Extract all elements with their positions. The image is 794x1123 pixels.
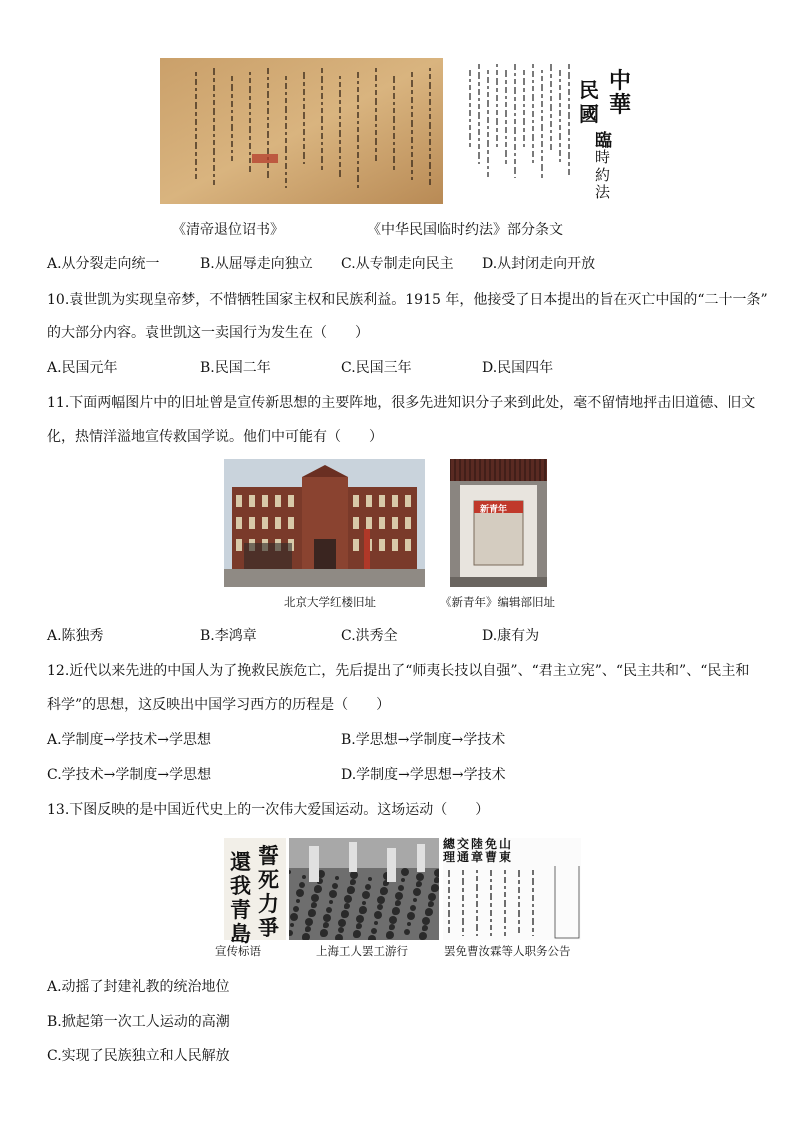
q12-option-c: C.学技术→学制度→学思想 [47,767,212,783]
slogan-char: 還 [230,849,251,874]
caption-dismissal-notice: 罢免曹汝霖等人职务公告 [444,944,571,958]
q10-option-d: D.民国四年 [482,360,554,376]
seal-char: 華 [609,92,632,118]
q13-stem: 13.下图反映的是中国近代史上的一次伟大爱国运动。这场运动（ ） [47,802,490,818]
q12-stem-line2: 科学”的思想，这反映出中国学习西方的历程是（ ） [47,697,391,713]
slogan-char: 青 [230,897,251,922]
strike-parade-image [289,838,439,940]
q11-option-c: C.洪秀全 [341,628,398,644]
q9-option-d: D.从封闭走向开放 [482,256,596,272]
slogan-char: 爭 [258,915,279,940]
caption-red-building: 北京大学红楼旧址 [284,595,376,609]
caption-slogan: 宣传标语 [215,944,261,958]
q10-stem-line2: 的大部分内容。袁世凯这一卖国行为发生在（ ） [47,325,369,341]
notice-text: 交通 [457,837,470,864]
seal-char: 法 [595,183,611,201]
slogan-image [224,838,286,946]
q12-option-d: D.学制度→学思想→学技术 [341,767,506,783]
constitution-image [449,58,639,204]
seal-char: 約 [595,166,611,184]
q9-option-b: B.从屈辱走向独立 [200,256,313,272]
seal-char: 中 [609,68,632,94]
q11-stem-line2: 化，热情洋溢地宣传救国学说。他们中可能有（ ） [47,429,383,445]
seal-char: 臨 [595,131,612,151]
q10-option-c: C.民国三年 [341,360,412,376]
slogan-char: 我 [230,873,251,898]
q13-option-c: C.实现了民族独立和人民解放 [47,1048,230,1064]
caption-edict: 《清帝退位诏书》 [172,222,284,238]
q10-option-a: A.民国元年 [47,360,118,376]
slogan-char: 島 [230,921,251,946]
q9-option-c: C.从专制走向民主 [341,256,454,272]
q10-stem-line1: 10.袁世凯为实现皇帝梦，不惜牺牲国家主权和民族利益。1915 年，他接受了日本提出的旨在灭亡中国的“二十一条” [47,292,768,308]
new-youth-office-image [450,459,547,587]
q11-option-b: B.李鸿章 [200,628,257,644]
q11-option-d: D.康有为 [482,628,540,644]
notice-text: 總理 [443,837,456,864]
seal-char: 國 [579,102,599,126]
notice-text: 陸章 [471,837,484,864]
caption-strike-parade: 上海工人罢工游行 [316,944,408,958]
caption-constitution: 《中华民国临时约法》部分条文 [367,222,563,238]
slogan-char: 死 [258,867,279,892]
q9-option-a: A.从分裂走向统一 [47,256,160,272]
q13-option-a: A.动摇了封建礼教的统治地位 [47,979,230,995]
notice-text: 免曹 [485,837,498,864]
dismissal-notice-image [443,838,581,940]
q12-stem-line1: 12.近代以来先进的中国人为了挽救民族危亡，先后提出了“师夷长技以自强”、“君主立宪”、“民主共和”、“民主和 [47,663,750,679]
q12-option-a: A.学制度→学技术→学思想 [47,732,212,748]
seal-char: 民 [579,78,599,102]
q12-option-b: B.学思想→学制度→学技术 [341,732,506,748]
seal-char: 時 [595,148,611,166]
slogan-char: 力 [258,891,279,916]
edict-image [160,58,443,204]
plaque-title: 新青年 [480,505,508,515]
q10-option-b: B.民国二年 [200,360,271,376]
q11-stem-line1: 11.下面两幅图片中的旧址曾是宣传新思想的主要阵地，很多先进知识分子来到此处，毫不留情地抨击旧道德、旧文 [47,395,756,411]
q11-option-a: A.陈独秀 [47,628,104,644]
notice-text: 山東 [499,837,512,864]
q13-option-b: B.掀起第一次工人运动的高潮 [47,1014,230,1030]
caption-new-youth-office: 《新青年》编辑部旧址 [440,595,555,609]
red-building-image [224,459,425,587]
slogan-char: 誓 [258,843,279,868]
